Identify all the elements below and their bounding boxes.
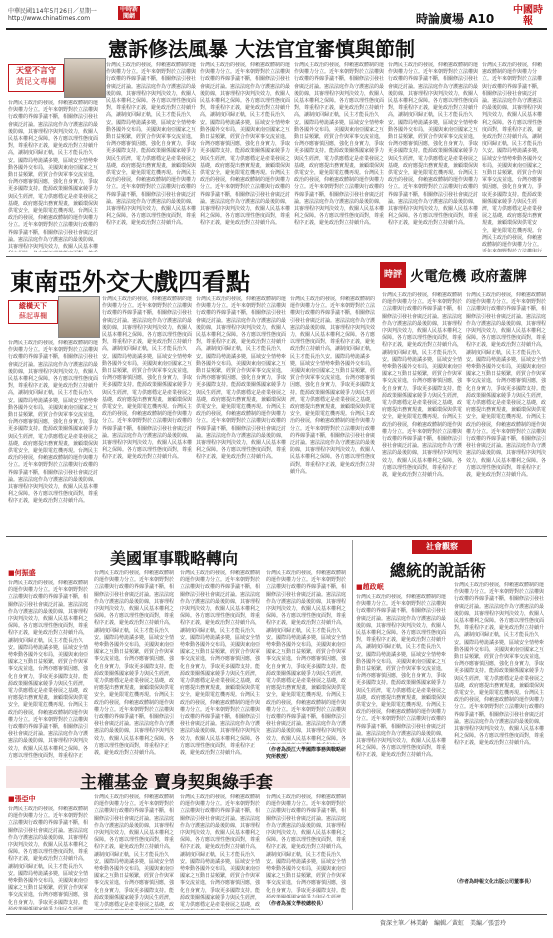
article-6-title: 主權基金 賣身契與綠手套 <box>80 773 273 793</box>
vertical-divider <box>352 540 353 910</box>
article-1-col-3 <box>200 62 290 252</box>
author-photo-2 <box>58 296 100 338</box>
article-2-col-2 <box>102 296 192 532</box>
article-5-col-2 <box>454 582 546 872</box>
article-4-byline: ■何振盛 <box>8 569 36 577</box>
article-6-byline: ■張亞中 <box>8 795 36 803</box>
article-4-author-note: （作者為淡江大學國際事務與戰略研究所教授） <box>266 747 347 760</box>
article-6-col-4 <box>266 794 348 898</box>
column-name: 天堂不言守 <box>16 66 56 75</box>
article-3-col-2 <box>466 292 546 532</box>
article-1-col-4 <box>294 62 384 252</box>
article-1-col-5 <box>388 62 478 252</box>
article-1-col-1 <box>8 100 102 252</box>
article-2-col-4 <box>290 296 378 532</box>
article-1-col-2 <box>106 62 196 252</box>
column-author-2: 蘇起專欄 <box>19 312 47 320</box>
article-6-col-3 <box>180 794 262 910</box>
divider-2 <box>6 536 547 537</box>
article-4-col-3 <box>180 570 262 760</box>
article-6-col-1 <box>8 806 90 910</box>
header-date: 中華民國114年5月26日／星期一 http://www.chinatimes.com <box>8 8 97 22</box>
editorial-tag: 時評 <box>380 262 406 288</box>
divider-1 <box>6 256 547 257</box>
article-5-title: 總統的說話術 <box>390 561 487 580</box>
article-4-col-2 <box>94 570 176 760</box>
article-5-author-note: （作者為時報文化出版公司董事長） <box>454 879 535 885</box>
article-4-col-4 <box>266 570 348 744</box>
article-2-title: 東南亞外交大戲四看點 <box>10 267 250 296</box>
article-3-col-1 <box>382 292 462 532</box>
column-author: 黃昆文專欄 <box>16 77 56 86</box>
social-observation-tag: 社會觀察 <box>412 540 472 554</box>
article-6-col-2 <box>94 794 176 910</box>
article-5-byline: ■趙政岷 <box>356 583 384 591</box>
section-page: 時論廣場 A10 <box>416 12 495 26</box>
column-badge <box>8 64 64 92</box>
article-1-col-6 <box>482 62 546 252</box>
header-rule <box>6 28 547 30</box>
chinatimes-logo: 中時新聞網 <box>119 6 138 20</box>
brand-logo: 中國時報 <box>513 5 543 27</box>
column-badge-2 <box>8 300 58 324</box>
column-name-2: 縱橫天下 <box>19 302 47 310</box>
footer-rule <box>6 914 547 915</box>
author-photo <box>64 58 106 98</box>
article-2-col-1 <box>8 340 98 532</box>
article-4-title: 美國軍事戰略轉向 <box>110 549 239 568</box>
article-1-title: 憲訴修法風暴 大法官宜審慎與節制 <box>108 37 415 61</box>
article-4-col-1 <box>8 580 90 760</box>
article-5-col-1 <box>356 594 450 904</box>
article-2-col-3 <box>196 296 286 532</box>
footer-credits: 資深主筆／林美齡 編輯／黃虹 美編／張雲玲 <box>380 920 507 927</box>
article-6-author-note: （作者為孫文學校總校長） <box>266 901 327 907</box>
article-3-title: 火電危機 政府蓋牌 <box>410 269 527 285</box>
